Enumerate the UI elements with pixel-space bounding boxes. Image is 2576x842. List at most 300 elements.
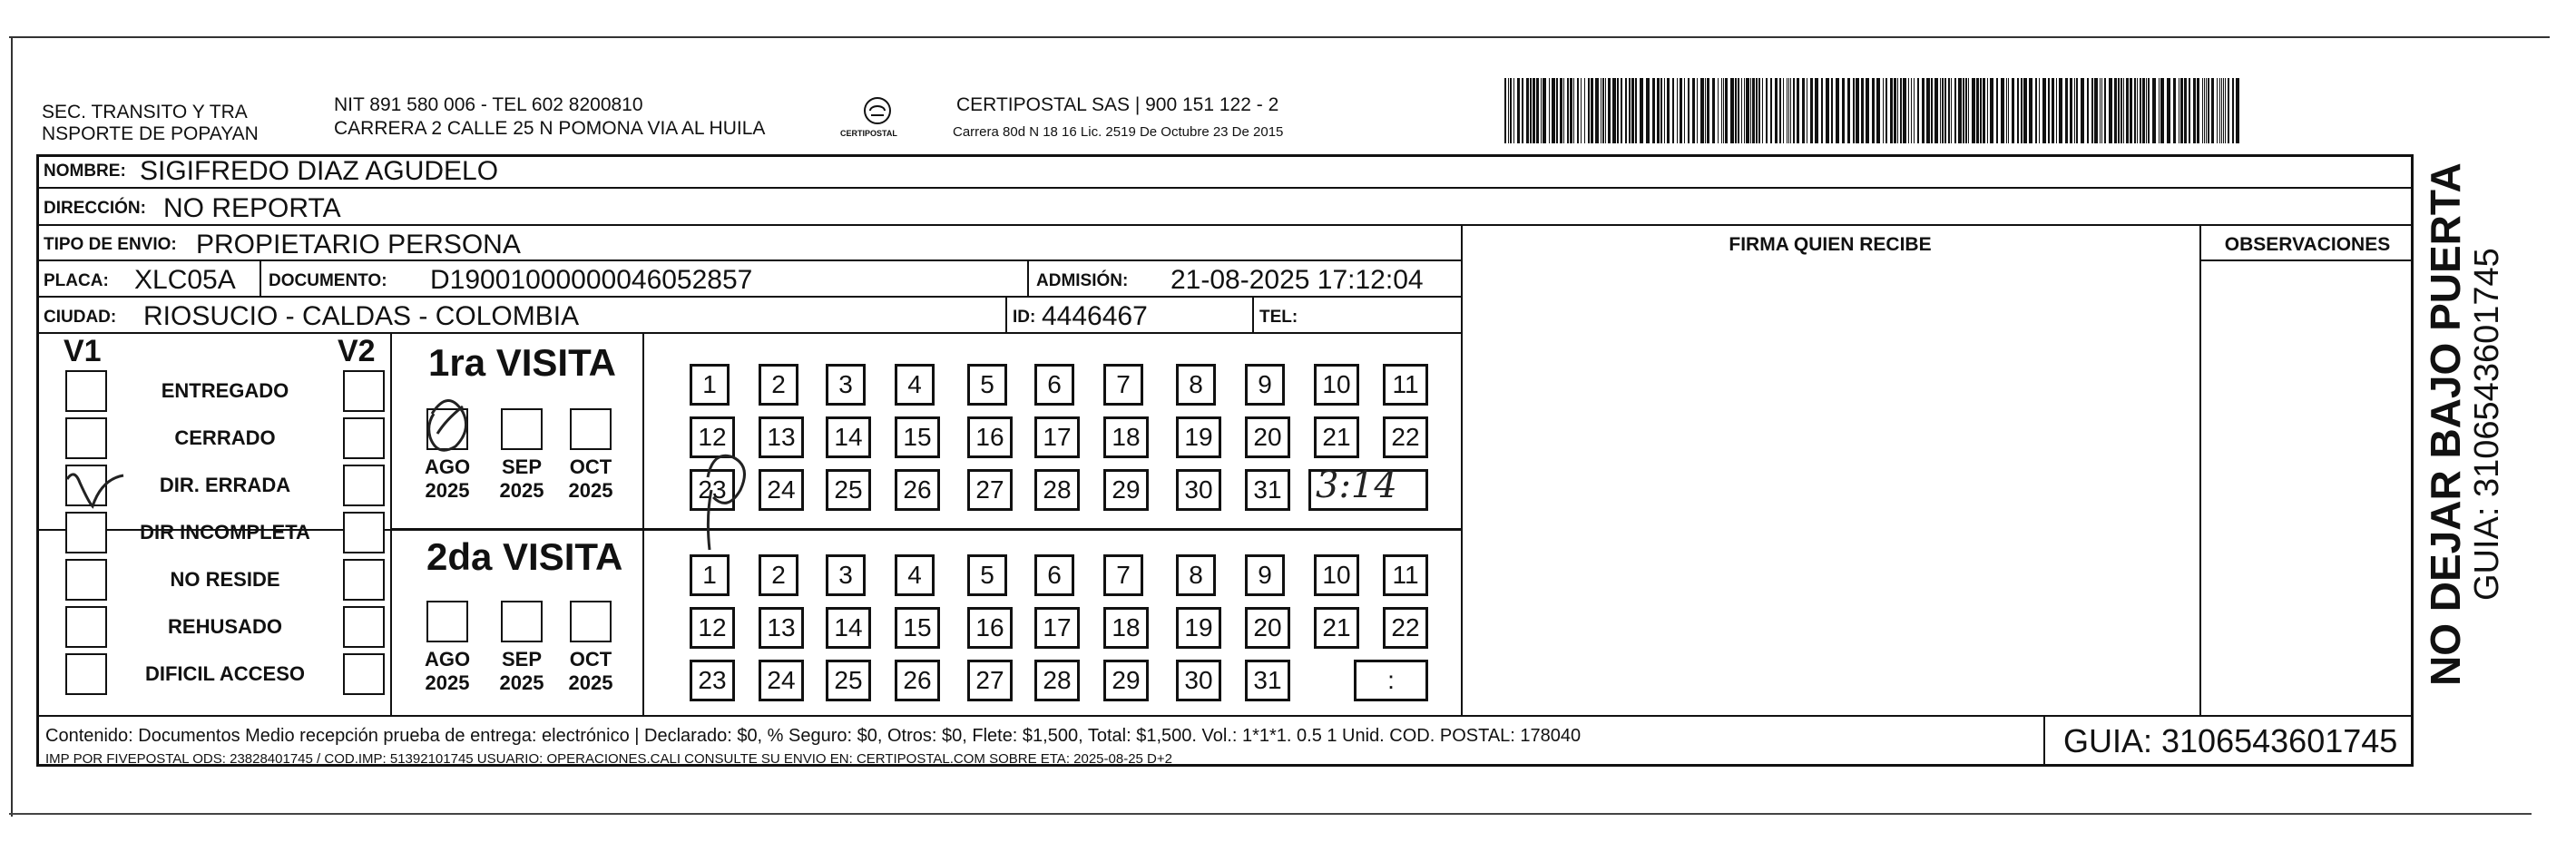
month-name: OCT (569, 455, 612, 478)
visit1-month-label (490, 455, 553, 503)
barcode-bar (2219, 78, 2220, 143)
row-line-2 (36, 224, 2414, 226)
barcode-bar (1890, 78, 1893, 143)
visit2-day-box[interactable]: 27 (967, 660, 1013, 701)
barcode-bar (1861, 78, 1864, 143)
visit1-day-box[interactable]: 22 (1383, 416, 1428, 458)
visit1-day-box[interactable]: 30 (1176, 469, 1221, 511)
v2-checkbox[interactable] (343, 653, 385, 695)
barcode-bar (1688, 78, 1690, 143)
barcode-bar (1931, 78, 1933, 143)
visit2-day-box[interactable]: 18 (1103, 607, 1149, 649)
tel-label: TEL: (1259, 308, 1298, 327)
v2-checkbox[interactable] (343, 370, 385, 412)
visit2-day-box[interactable]: 16 (967, 607, 1013, 649)
barcode-bar (1629, 78, 1631, 143)
barcode-bar (1697, 78, 1698, 143)
v1-checkbox[interactable] (65, 512, 107, 553)
barcode-bar (1563, 78, 1564, 143)
barcode-bar (1965, 78, 1967, 143)
barcode-bar (1775, 78, 1778, 143)
barcode-bar (1570, 78, 1572, 143)
side-guia: GUIA: 3106543601745 (2468, 248, 2506, 601)
scan-edge-left (11, 36, 13, 817)
barcode-bar (1605, 78, 1606, 143)
barcode-bar (2021, 78, 2023, 143)
visit2-day-box[interactable]: 9 (1245, 554, 1285, 596)
barcode-bar (1533, 78, 1535, 143)
visit1-day-box[interactable]: 5 (967, 364, 1007, 406)
visit1-day-box[interactable]: 9 (1245, 364, 1285, 406)
scan-edge-bottom (9, 813, 2532, 815)
barcode-bar (1872, 78, 1875, 143)
v1-checkbox[interactable] (65, 370, 107, 412)
barcode-bar (2208, 78, 2209, 143)
id-label: ID: (1013, 308, 1036, 327)
visit2-day-box[interactable]: 11 (1383, 554, 1428, 596)
barcode-bar (2023, 78, 2027, 143)
v1-checkbox[interactable] (65, 417, 107, 459)
visit2-month-label (490, 648, 553, 695)
barcode-bar (1954, 78, 1956, 143)
barcode-bar (1908, 78, 1909, 143)
visit2-day-box[interactable]: 12 (690, 607, 735, 649)
barcode-bar (2091, 78, 2093, 143)
visit1-month-label (559, 455, 622, 503)
barcode-bar (1536, 78, 1539, 143)
barcode-bar (1567, 78, 1569, 143)
barcode-bar (2087, 78, 2089, 143)
barcode-bar (2148, 78, 2150, 143)
barcode-bar (2035, 78, 2037, 143)
visit1-month-checkbox[interactable] (426, 408, 468, 450)
barcode-bar (1752, 78, 1755, 143)
barcode-bar (1556, 78, 1558, 143)
observations-header: OBSERVACIONES (2224, 234, 2391, 255)
row-line-5 (36, 332, 1461, 334)
month-name: OCT (569, 648, 612, 671)
shipping-type-value: PROPIETARIO PERSONA (196, 230, 521, 259)
visit2-day-box[interactable]: 1 (690, 554, 730, 596)
barcode-bar (1735, 78, 1737, 143)
barcode-bar (2134, 78, 2136, 143)
barcode-bar (2173, 78, 2176, 143)
barcode-bar (2070, 78, 2072, 143)
barcode-bar (1552, 78, 1555, 143)
barcode-bar (2012, 78, 2014, 143)
visit2-day-box[interactable]: 25 (826, 660, 871, 701)
v2-checkbox[interactable] (343, 512, 385, 553)
barcode-bar (1707, 78, 1709, 143)
logo-text: CERTIPOSTAL (840, 129, 897, 138)
barcode-bar (1876, 78, 1880, 143)
visit1-day-box[interactable]: 3 (826, 364, 866, 406)
barcode-bar (1788, 78, 1789, 143)
status-label: DIFICIL ACCESO (144, 662, 305, 685)
barcode-bar (1968, 78, 1969, 143)
status-label: DIR. ERRADA (159, 474, 291, 496)
barcode-bar (1793, 78, 1795, 143)
month-year: 2025 (499, 671, 544, 694)
visit1-day-box[interactable]: 23 (690, 469, 735, 511)
barcode-bar (2008, 78, 2009, 143)
barcode-bar (1972, 78, 1975, 143)
visit2-day-box[interactable]: 5 (967, 554, 1007, 596)
city-label: CIUDAD: (44, 308, 117, 327)
barcode-bar (1758, 78, 1760, 143)
barcode-bar (1646, 78, 1650, 143)
month-year: 2025 (499, 479, 544, 502)
barcode-bar (1810, 78, 1813, 143)
barcode-bar (1744, 78, 1745, 143)
visit2-month-checkbox[interactable] (426, 601, 468, 642)
barcode-bar (1926, 78, 1930, 143)
name-value: SIGIFREDO DIAZ AGUDELO (140, 156, 499, 186)
visit1-day-box[interactable]: 28 (1034, 469, 1080, 511)
visit2-time-box[interactable]: : (1354, 660, 1428, 701)
footer-line-1: Contenido: Documentos Medio recepción prueba de entrega: electrónico | Declarado: $0, % Seguro: $0, Otros: $0, Flete: $1,500, Total: $1,500. Vol.: 1*1*1. 0.5 1 Unid. COD. POSTAL: 178040 (45, 726, 1582, 746)
company-line: CERTIPOSTAL SAS | 900 151 122 - 2 (956, 94, 1279, 115)
visit1-day-box[interactable]: 27 (967, 469, 1013, 511)
barcode-bar (1640, 78, 1643, 143)
address-value: NO REPORTA (163, 193, 341, 223)
barcode (1504, 78, 2241, 143)
barcode-bar (2118, 78, 2120, 143)
visit1-day-box[interactable]: 24 (759, 469, 804, 511)
visit2-day-box[interactable]: 30 (1176, 660, 1221, 701)
barcode-bar (2104, 78, 2106, 143)
barcode-bar (2076, 78, 2078, 143)
barcode-bar (1631, 78, 1634, 143)
barcode-bar (1543, 78, 1546, 143)
visit2-day-box[interactable]: 14 (826, 607, 871, 649)
visit1-title: 1ra VISITA (428, 341, 616, 384)
barcode-bar (1730, 78, 1734, 143)
visit2-title: 2da VISITA (426, 535, 623, 578)
barcode-bar (1718, 78, 1719, 143)
v1-checkbox[interactable] (65, 653, 107, 695)
visit1-day-box[interactable]: 11 (1383, 364, 1428, 406)
visit2-day-box[interactable]: 3 (826, 554, 866, 596)
barcode-bar (1608, 78, 1611, 143)
barcode-bar (2193, 78, 2196, 143)
visit2-day-box[interactable]: 13 (759, 607, 804, 649)
barcode-bar (2180, 78, 2183, 143)
barcode-bar (1541, 78, 1542, 143)
barcode-bar (1677, 78, 1678, 143)
barcode-bar (1783, 78, 1784, 143)
barcode-bar (1815, 78, 1818, 143)
v1-title: V1 (64, 334, 102, 368)
barcode-bar (2189, 78, 2190, 143)
visit1-day-box[interactable]: 31 (1245, 469, 1290, 511)
barcode-bar (2142, 78, 2145, 143)
barcode-bar (1635, 78, 1637, 143)
visit1-day-box[interactable]: 17 (1034, 416, 1080, 458)
v1-checkbox[interactable] (65, 465, 107, 506)
barcode-bar (1660, 78, 1662, 143)
barcode-bar (1584, 78, 1585, 143)
sender-line-1: SEC. TRANSITO Y TRA (42, 102, 248, 122)
barcode-bar (1853, 78, 1855, 143)
name-label: NOMBRE: (44, 162, 126, 181)
barcode-bar (1725, 78, 1728, 143)
barcode-bar (1721, 78, 1722, 143)
visit2-day-box[interactable]: 24 (759, 660, 804, 701)
barcode-bar (1712, 78, 1715, 143)
sender-address: CARRERA 2 CALLE 25 N POMONA VIA AL HUILA (334, 118, 766, 139)
visit2-day-box[interactable]: 6 (1034, 554, 1074, 596)
visit1-day-box[interactable]: 7 (1103, 364, 1143, 406)
month-year: 2025 (568, 479, 613, 502)
col-line-tel (1252, 296, 1254, 332)
barcode-bar (1508, 78, 1509, 143)
barcode-bar (2052, 78, 2054, 143)
barcode-bar (1504, 78, 1506, 143)
barcode-bar (1976, 78, 1979, 143)
visit2-day-box[interactable]: 8 (1176, 554, 1216, 596)
barcode-bar (1831, 78, 1833, 143)
barcode-bar (2184, 78, 2187, 143)
barcode-bar (1914, 78, 1915, 143)
visit1-day-box[interactable]: 12 (690, 416, 735, 458)
visit2-day-box[interactable]: 21 (1314, 607, 1359, 649)
barcode-bar (2123, 78, 2124, 143)
signature-header: FIRMA QUIEN RECIBE (1729, 234, 1932, 255)
visit1-day-box[interactable]: 6 (1034, 364, 1074, 406)
barcode-bar (2228, 78, 2229, 143)
barcode-bar (1617, 78, 1619, 143)
plate-label: PLACA: (44, 271, 109, 290)
barcode-bar (1770, 78, 1772, 143)
barcode-bar (1513, 78, 1514, 143)
visit2-day-box[interactable]: 4 (895, 554, 935, 596)
barcode-bar (1883, 78, 1884, 143)
status-label: DIR INCOMPLETA (140, 521, 310, 543)
admission-value: 21-08-2025 17:12:04 (1170, 265, 1424, 295)
barcode-bar (1922, 78, 1925, 143)
visit1-day-box[interactable]: 20 (1245, 416, 1290, 458)
month-name: AGO (424, 648, 471, 671)
barcode-bar (2006, 78, 2007, 143)
visit2-day-box[interactable]: 7 (1103, 554, 1143, 596)
side-warning: NO DEJAR BAJO PUERTA (2422, 162, 2469, 686)
visit1-time-handwritten: 3:14 (1316, 465, 1397, 506)
col-line-guia (2043, 715, 2045, 767)
visit2-day-box[interactable]: 31 (1245, 660, 1290, 701)
barcode-bar (1595, 78, 1599, 143)
v2-checkbox[interactable] (343, 465, 385, 506)
barcode-bar (1573, 78, 1574, 143)
v1-checkbox[interactable] (65, 606, 107, 648)
barcode-bar (1942, 78, 1944, 143)
barcode-bar (1692, 78, 1695, 143)
status-label: NO RESIDE (170, 568, 280, 591)
visit2-month-checkbox[interactable] (501, 601, 543, 642)
barcode-bar (1591, 78, 1593, 143)
barcode-bar (1900, 78, 1902, 143)
visit2-day-box[interactable]: 2 (759, 554, 798, 596)
visit2-month-label (559, 648, 622, 695)
barcode-bar (1903, 78, 1906, 143)
visit2-day-box[interactable]: 23 (690, 660, 735, 701)
col-line-sig (1461, 224, 1463, 715)
barcode-bar (2100, 78, 2101, 143)
row-line-footer (36, 715, 2414, 717)
barcode-bar (2042, 78, 2046, 143)
visit2-day-box[interactable]: 17 (1034, 607, 1080, 649)
col-line-days (642, 332, 644, 715)
barcode-bar (1917, 78, 1919, 143)
status-label: CERRADO (174, 426, 276, 449)
barcode-bar (1602, 78, 1604, 143)
visit2-day-box[interactable]: 29 (1103, 660, 1149, 701)
visit1-day-box[interactable]: 18 (1103, 416, 1149, 458)
footer-line-2: IMP POR FIVEPOSTAL ODS: 23828401745 / COD.IMP: 51392101745 USUARIO: OPERACIONES.CALI CONSULTE SU ENVIO EN: CERTIPOSTAL.COM SOBRE ETA: 2025-08-25 D+2 (45, 751, 1172, 767)
visit1-day-box[interactable]: 21 (1314, 416, 1359, 458)
visit1-month-checkbox[interactable] (501, 408, 543, 450)
visit2-day-box[interactable]: 20 (1245, 607, 1290, 649)
barcode-bar (1983, 78, 1985, 143)
barcode-bar (2114, 78, 2117, 143)
admission-label: ADMISIÓN: (1036, 271, 1129, 290)
row-line-3b (2199, 259, 2414, 261)
barcode-bar (2225, 78, 2226, 143)
barcode-bar (1894, 78, 1896, 143)
barcode-bar (2081, 78, 2084, 143)
barcode-bar (2236, 78, 2239, 143)
barcode-bar (2121, 78, 2122, 143)
sender-line-2: NSPORTE DE POPAYAN (42, 123, 259, 144)
barcode-bar (1797, 78, 1799, 143)
barcode-bar (1958, 78, 1962, 143)
certipostal-logo (837, 93, 918, 143)
barcode-bar (1940, 78, 1941, 143)
visit1-day-box[interactable]: 2 (759, 364, 798, 406)
barcode-bar (2048, 78, 2050, 143)
barcode-bar (1588, 78, 1590, 143)
visit1-day-box[interactable]: 10 (1314, 364, 1359, 406)
barcode-bar (1560, 78, 1562, 143)
barcode-bar (1530, 78, 1532, 143)
v2-checkbox[interactable] (343, 606, 385, 648)
license-line: Carrera 80d N 18 16 Lic. 2519 De Octubre 23 De 2015 (953, 124, 1284, 140)
scan-edge-top (9, 36, 2550, 38)
barcode-bar (1667, 78, 1670, 143)
nit-line: NIT 891 580 006 - TEL 602 8200810 (334, 94, 643, 115)
visit1-day-box[interactable]: 4 (895, 364, 935, 406)
barcode-bar (1705, 78, 1706, 143)
barcode-bar (1911, 78, 1912, 143)
barcode-bar (1980, 78, 1982, 143)
col-line-obs (2199, 224, 2201, 715)
barcode-bar (1549, 78, 1550, 143)
month-name: AGO (424, 455, 471, 478)
city-value: RIOSUCIO - CALDAS - COLOMBIA (143, 301, 580, 331)
barcode-bar (1756, 78, 1758, 143)
barcode-bar (1826, 78, 1829, 143)
visit1-day-box[interactable]: 13 (759, 416, 804, 458)
visit2-day-box[interactable]: 15 (895, 607, 940, 649)
barcode-bar (2017, 78, 2019, 143)
visit2-month-checkbox[interactable] (570, 601, 612, 642)
barcode-bar (2001, 78, 2004, 143)
barcode-bar (1766, 78, 1768, 143)
barcode-bar (1741, 78, 1742, 143)
barcode-bar (1625, 78, 1627, 143)
visit1-day-box[interactable]: 16 (967, 416, 1013, 458)
visit1-day-box[interactable]: 15 (895, 416, 940, 458)
visit2-day-box[interactable]: 28 (1034, 660, 1080, 701)
barcode-bar (1836, 78, 1839, 143)
barcode-bar (2223, 78, 2224, 143)
barcode-bar (2160, 78, 2164, 143)
barcode-bar (1842, 78, 1845, 143)
row-line-1 (36, 187, 2414, 189)
barcode-bar (2197, 78, 2199, 143)
barcode-bar (1581, 78, 1582, 143)
month-year: 2025 (425, 479, 470, 502)
month-year: 2025 (568, 671, 613, 694)
barcode-bar (1996, 78, 1998, 143)
status-label: REHUSADO (168, 615, 282, 638)
barcode-bar (2130, 78, 2132, 143)
visit1-day-box[interactable]: 14 (826, 416, 871, 458)
visit1-time-box[interactable] (1308, 469, 1428, 511)
barcode-bar (2039, 78, 2040, 143)
visit1-day-box[interactable]: 26 (895, 469, 940, 511)
barcode-bar (1612, 78, 1616, 143)
col-line-admision (1027, 259, 1029, 296)
barcode-bar (2029, 78, 2032, 143)
visit1-day-box[interactable]: 19 (1176, 416, 1221, 458)
visit2-day-box[interactable]: 10 (1314, 554, 1359, 596)
visit2-day-box[interactable]: 26 (895, 660, 940, 701)
barcode-bar (2059, 78, 2062, 143)
barcode-bar (2109, 78, 2112, 143)
visit2-month-label (416, 648, 479, 695)
v1-checkbox[interactable] (65, 559, 107, 601)
barcode-bar (1700, 78, 1704, 143)
barcode-bar (1750, 78, 1751, 143)
barcode-bar (1746, 78, 1749, 143)
status-label: ENTREGADO (161, 379, 289, 402)
barcode-bar (1948, 78, 1950, 143)
barcode-bar (1657, 78, 1660, 143)
barcode-bar (1664, 78, 1665, 143)
visit1-day-box[interactable]: 29 (1103, 469, 1149, 511)
visit2-day-box[interactable]: 22 (1383, 607, 1428, 649)
col-line-status (390, 332, 392, 715)
barcode-bar (1738, 78, 1739, 143)
barcode-bar (2146, 78, 2147, 143)
barcode-bar (2074, 78, 2075, 143)
visit1-day-box[interactable]: 1 (690, 364, 730, 406)
footer-guia: GUIA: 3106543601745 (2063, 722, 2398, 759)
visit1-day-box[interactable]: 25 (826, 469, 871, 511)
col-line-id (1005, 296, 1007, 332)
v2-checkbox[interactable] (343, 417, 385, 459)
v2-checkbox[interactable] (343, 559, 385, 601)
visit1-month-checkbox[interactable] (570, 408, 612, 450)
document-value: D19001000000046052857 (430, 265, 753, 295)
visit1-day-box[interactable]: 8 (1176, 364, 1216, 406)
row-line-4 (36, 296, 1461, 298)
barcode-bar (2211, 78, 2214, 143)
visit2-day-box[interactable]: 19 (1176, 607, 1221, 649)
barcode-bar (1762, 78, 1763, 143)
barcode-bar (1723, 78, 1724, 143)
